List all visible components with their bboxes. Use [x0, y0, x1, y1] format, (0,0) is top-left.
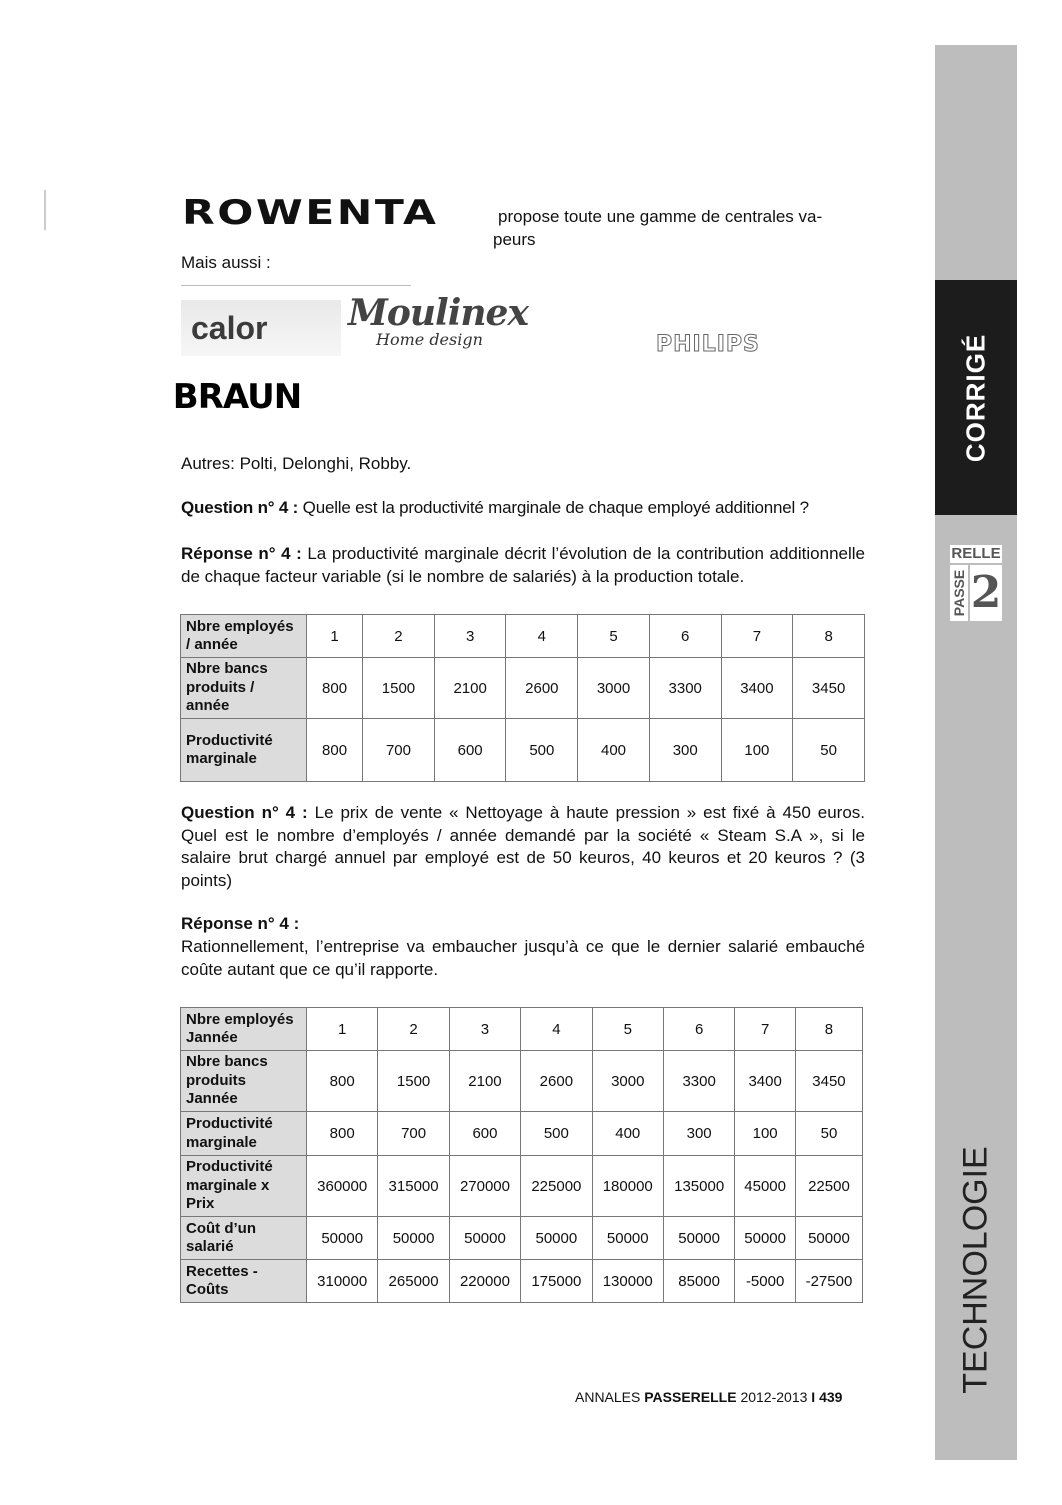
cell: 45000	[735, 1156, 796, 1217]
cell: 3450	[795, 1051, 862, 1112]
question-2-text: Le prix de vente « Nettoyage à haute pression » est fixé à 450 euros. Quel est le nombre d’employés / année demandé par la société « Steam S.A », si le salaire brut chargé annuel par employé est de 50 keuros, 40 keuros et 20 keuros ? (3 points)	[181, 803, 866, 890]
cell: 3000	[592, 1051, 663, 1112]
cell: 50000	[378, 1217, 449, 1260]
cell: 100	[735, 1112, 796, 1156]
cell: 2600	[521, 1051, 592, 1112]
reponse-1-text: La productivité marginale décrit l’évolution de la contribution additionnelle de chaque facteur variable (si le nombre de salariés) à la production totale.	[181, 544, 865, 586]
cell: 2100	[449, 1051, 520, 1112]
cell: 3300	[663, 1051, 734, 1112]
table-row	[181, 1008, 863, 1051]
cell: 50	[793, 719, 865, 782]
cell: 3	[449, 1008, 520, 1051]
cell: 1500	[363, 658, 435, 719]
cell: 3000	[578, 658, 650, 719]
cell: 400	[578, 719, 650, 782]
table-productivite	[180, 614, 865, 782]
question-2	[181, 802, 865, 892]
moulinex-subtitle: Home design	[376, 330, 483, 349]
cell: 500	[506, 719, 578, 782]
technologie-label: TECHNOLOGIE	[956, 1146, 995, 1394]
cell: 400	[592, 1112, 663, 1156]
row-label: Nbre employés / année	[181, 615, 307, 658]
rowenta-text-line2: peurs	[493, 230, 536, 249]
cell: 135000	[663, 1156, 734, 1217]
cell: 50000	[795, 1217, 862, 1260]
cell: 50000	[521, 1217, 592, 1260]
cell: 360000	[307, 1156, 378, 1217]
cell: 300	[663, 1112, 734, 1156]
row-label: Nbre bancs produits / année	[181, 658, 307, 719]
cell: 180000	[592, 1156, 663, 1217]
cell: 8	[795, 1008, 862, 1051]
badge-passe-strip	[950, 565, 968, 621]
cell: 265000	[378, 1260, 449, 1303]
cell: 2100	[434, 658, 506, 719]
cell: 1500	[378, 1051, 449, 1112]
row-label: Productivité marginale x Prix	[181, 1156, 307, 1217]
table-row	[181, 615, 865, 658]
divider	[181, 285, 411, 286]
table-row	[181, 658, 865, 719]
page-footer	[575, 1389, 842, 1405]
table-recettes-couts	[180, 1007, 863, 1303]
footer-page-number: I 439	[811, 1389, 843, 1405]
cell: 300	[649, 719, 721, 782]
passerelle-2-badge	[950, 545, 1002, 621]
cell: 50000	[663, 1217, 734, 1260]
cell: 600	[449, 1112, 520, 1156]
reponse-2-label: Réponse n° 4 :	[181, 914, 300, 933]
braun-logo: BRAUN	[172, 377, 302, 417]
cell: 22500	[795, 1156, 862, 1217]
cell: 4	[521, 1008, 592, 1051]
table-row	[181, 1156, 863, 1217]
table-row	[181, 1260, 863, 1303]
cell: 2	[378, 1008, 449, 1051]
cell: 600	[434, 719, 506, 782]
cell: 700	[363, 719, 435, 782]
cell: 3450	[793, 658, 865, 719]
badge-number: 2	[970, 565, 1002, 621]
cell: 7	[721, 615, 793, 658]
cell: 5	[592, 1008, 663, 1051]
corrige-label: CORRIGÉ	[960, 333, 991, 463]
cell: 3300	[649, 658, 721, 719]
rowenta-logo: ROWENTA	[182, 193, 439, 233]
autres-text: Autres: Polti, Delonghi, Robby.	[181, 454, 412, 473]
side-tab-top	[935, 45, 1017, 280]
reponse-1	[181, 543, 865, 588]
cell: 310000	[307, 1260, 378, 1303]
rowenta-text-line1: propose toute une gamme de centrales va-	[498, 207, 823, 226]
cell: 3	[434, 615, 506, 658]
reponse-2-label-block	[181, 913, 299, 936]
row-label: Productivité marginale	[181, 1112, 307, 1156]
footer-annales: ANNALES	[575, 1389, 641, 1405]
cell: 50000	[735, 1217, 796, 1260]
table-row	[181, 719, 865, 782]
side-tab-technologie	[935, 515, 1017, 1460]
cell: 220000	[449, 1260, 520, 1303]
cell: 800	[307, 1051, 378, 1112]
cell: 2	[363, 615, 435, 658]
cell: 270000	[449, 1156, 520, 1217]
cell: 500	[521, 1112, 592, 1156]
cell: 130000	[592, 1260, 663, 1303]
side-tab-corrige	[935, 280, 1017, 515]
footer-years: 2012-2013	[740, 1389, 808, 1405]
cell: 800	[307, 658, 363, 719]
cell: 6	[649, 615, 721, 658]
cell: 6	[663, 1008, 734, 1051]
reponse-2-text: Rationnellement, l’entreprise va embaucher jusqu’à ce que le dernier salarié embauché coûte autant que ce qu’il rapporte.	[181, 937, 865, 979]
calor-logo: calor	[181, 300, 341, 356]
question-1	[181, 497, 865, 520]
cell: 800	[307, 719, 363, 782]
cell: 50000	[592, 1217, 663, 1260]
table-row	[181, 1051, 863, 1112]
cell: 2600	[506, 658, 578, 719]
question-1-label: Question n° 4 :	[181, 498, 299, 517]
cell: 1	[307, 615, 363, 658]
cell: -5000	[735, 1260, 796, 1303]
cell: 7	[735, 1008, 796, 1051]
reponse-1-label: Réponse n° 4 :	[181, 544, 302, 563]
question-2-label: Question n° 4 :	[181, 803, 308, 822]
cell: 8	[793, 615, 865, 658]
cell: 50	[795, 1112, 862, 1156]
cell: 5	[578, 615, 650, 658]
table-row	[181, 1217, 863, 1260]
table-row	[181, 1112, 863, 1156]
footer-passerelle: PASSERELLE	[644, 1389, 737, 1405]
question-1-text: Quelle est la productivité marginale de chaque employé additionnel ?	[302, 498, 809, 517]
row-label: Recettes - Coûts	[181, 1260, 307, 1303]
cell: 50000	[307, 1217, 378, 1260]
moulinex-wordmark: Moulinex	[348, 292, 528, 334]
cell: 700	[378, 1112, 449, 1156]
row-label: Coût d’un salarié	[181, 1217, 307, 1260]
row-label: Nbre employés Jannée	[181, 1008, 307, 1051]
cell: 800	[307, 1112, 378, 1156]
mais-aussi: Mais aussi :	[181, 253, 271, 272]
cell: 3400	[735, 1051, 796, 1112]
badge-passe: PASSE	[951, 569, 967, 617]
cell: 100	[721, 719, 793, 782]
row-label: Productivité marginale	[181, 719, 307, 782]
row-label: Nbre bancs produits Jannée	[181, 1051, 307, 1112]
philips-logo: PHILIPS	[656, 332, 760, 357]
cell: 315000	[378, 1156, 449, 1217]
cell: 1	[307, 1008, 378, 1051]
cell: 50000	[449, 1217, 520, 1260]
cell: 225000	[521, 1156, 592, 1217]
cell: 3400	[721, 658, 793, 719]
scan-mark	[44, 190, 46, 230]
cell: 85000	[663, 1260, 734, 1303]
badge-relle: RELLE	[951, 545, 1001, 562]
moulinex-logo	[348, 292, 563, 349]
cell: 175000	[521, 1260, 592, 1303]
cell: -27500	[795, 1260, 862, 1303]
cell: 4	[506, 615, 578, 658]
